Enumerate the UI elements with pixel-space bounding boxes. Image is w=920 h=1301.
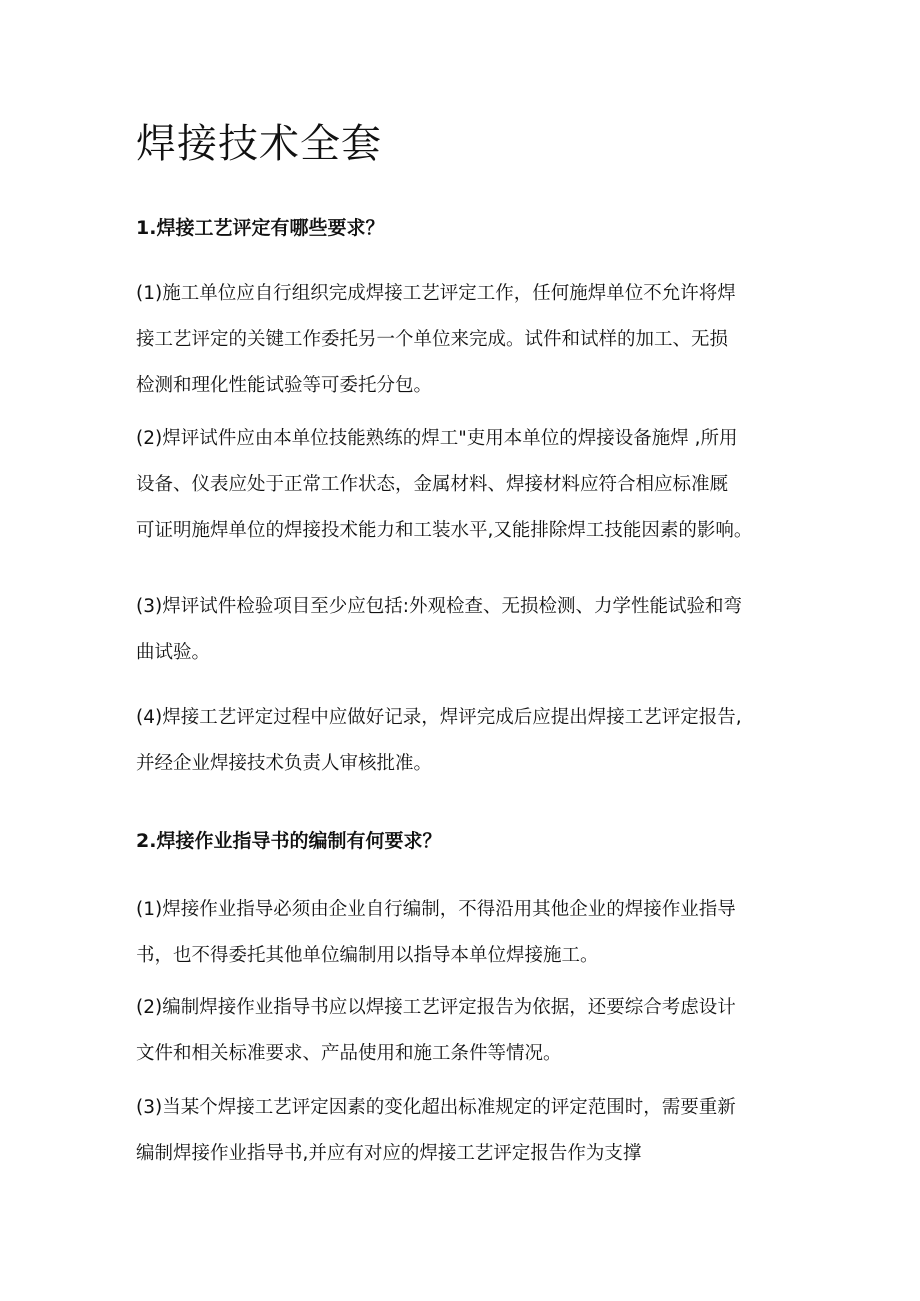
paragraph-line: 并经企业焊接技术负责人审核批准。 <box>136 753 433 774</box>
paragraph-line: (2)编制焊接作业指导书应以焊接工艺评定报告为依据，还要综合考虑设计 <box>136 997 736 1018</box>
document-title: 焊接技术全套 <box>136 121 382 167</box>
paragraph <box>136 1085 796 1177</box>
paragraph-line: 设备、仪表应处于正常工作状态，金属材料、焊接材料应符合相应标准厩 <box>136 474 729 495</box>
paragraph-line: (2)焊评试件应由本单位技能熟练的焊工"吏用本单位的焊接设备施焊 ,所用 <box>136 428 738 449</box>
paragraph-line: 文件和相关标准要求、产品使用和施工条件等情况。 <box>136 1043 562 1064</box>
paragraph <box>136 416 796 554</box>
paragraph-line: (1)施工单位应自行组织完成焊接工艺评定工作，任何施焊单位不允许将焊 <box>136 283 736 304</box>
paragraph-line: (1)焊接作业指导必须由企业自行编制，不得沿用其他企业的焊接作业指导 <box>136 899 736 920</box>
section-heading: 2.焊接作业指导书的编制有何要求？ <box>136 830 442 852</box>
paragraph-line: 可证明施焊单位的焊接投术能力和工装水平,又能排除焊工技能因素的影响。 <box>136 520 753 541</box>
paragraph <box>136 985 796 1077</box>
paragraph-line: 编制焊接作业指导书,并应有对应的焊接工艺评定报告作为支撑 <box>136 1143 642 1164</box>
paragraph-line: (4)焊接工艺评定过程中应做好记录，焊评完成后应提出焊接工艺评定报告, <box>136 707 742 728</box>
paragraph <box>136 887 796 979</box>
paragraph-line: (3)当某个焊接工艺评定因素的变化超出标准规定的评定范围时，需要重新 <box>136 1097 736 1118</box>
paragraph-line: 曲试验。 <box>136 642 211 663</box>
paragraph-line: 书，也不得委托其他单位编制用以指导本单位焊接施工。 <box>136 945 599 966</box>
paragraph <box>136 271 796 409</box>
paragraph-line: 接工艺评定的关键工作委托另一个单位来完成。试件和试样的加工、无损 <box>136 329 729 350</box>
paragraph <box>136 584 796 676</box>
section-heading: 1.焊接工艺评定有哪些要求？ <box>136 217 385 239</box>
paragraph <box>136 695 796 787</box>
paragraph-line: (3)焊评试件检验项目至少应包括:外观检查、无损检测、力学性能试验和弯 <box>136 596 742 617</box>
paragraph-line: 检测和理化性能试验等可委托分包。 <box>136 375 433 396</box>
